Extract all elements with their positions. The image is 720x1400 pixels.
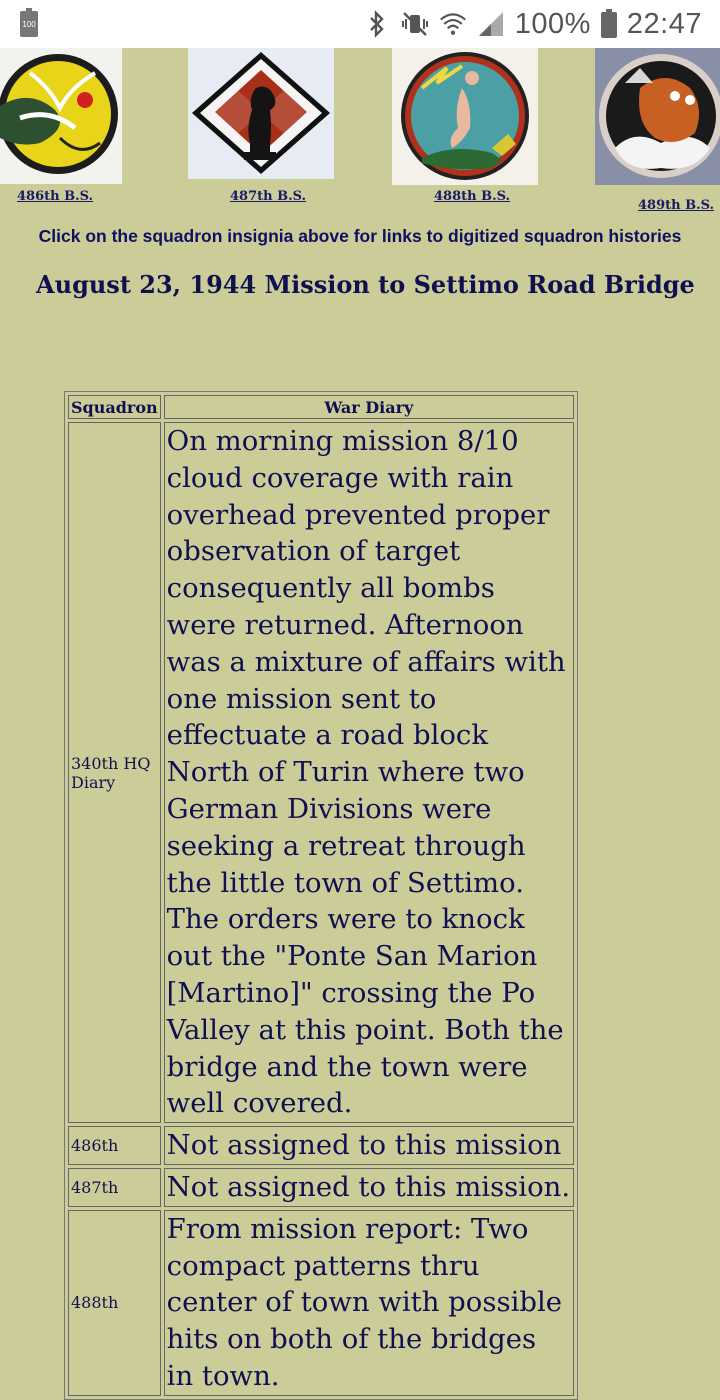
page-title: August 23, 1944 Mission to Settimo Road Bridge: [36, 270, 695, 299]
squadron-cell: 486th: [68, 1126, 161, 1165]
489th-squadron-insignia-icon[interactable]: [595, 48, 720, 185]
clock-time: 22:47: [626, 7, 702, 40]
table-row: [68, 422, 574, 1123]
bluetooth-icon: [363, 10, 391, 38]
486th-squadron-insignia-icon[interactable]: [0, 48, 122, 184]
table-row: [68, 1126, 574, 1165]
vibrate-mute-icon: [401, 10, 429, 38]
table-row: [68, 1168, 574, 1207]
diary-cell: Not assigned to this mission: [164, 1126, 574, 1165]
diary-cell: Not assigned to this mission.: [164, 1168, 574, 1207]
cell-signal-icon: [477, 10, 505, 38]
battery-saver-icon: [20, 11, 38, 37]
column-header-war-diary: War Diary: [164, 395, 574, 419]
diary-cell: On morning mission 8/10 cloud coverage with rain overhead prevented proper observation of target consequently all bombs were returned. Afternoon was a mixture of affairs with one mission sent to effectuate a road block North of Turin where two German Divisions were seeking a retreat through the little town of Settimo. The orders were to knock out the "Ponte San Marion [Martino]" crossing the Po Valley at this point. Both the bridge and the town were well covered.: [164, 422, 574, 1123]
insignia-486th[interactable]: [0, 48, 122, 184]
battery-icon: [601, 12, 617, 38]
wifi-icon: [439, 10, 467, 38]
insignia-link-488th[interactable]: 488th B.S.: [434, 189, 511, 204]
insignia-488th[interactable]: [392, 48, 538, 185]
table-row: [68, 1210, 574, 1396]
status-bar: [0, 0, 720, 48]
diary-cell: From mission report: Two compact patterns thru center of town with possible hits on both of the bridges in town.: [164, 1210, 574, 1396]
squadron-cell: 487th: [68, 1168, 161, 1207]
battery-small-label: 100: [22, 19, 36, 29]
insignia-489th[interactable]: [595, 48, 720, 185]
insignia-link-489th[interactable]: 489th B.S.: [638, 198, 715, 213]
column-header-squadron: Squadron: [68, 395, 161, 419]
487th-squadron-insignia-icon[interactable]: [188, 48, 334, 179]
battery-percent: 100%: [514, 7, 591, 40]
squadron-cell: 340th HQ Diary: [68, 422, 161, 1123]
488th-squadron-insignia-icon[interactable]: [392, 48, 538, 185]
insignia-instructions: Click on the squadron insignia above for links to digitized squadron histories: [38, 226, 682, 246]
table-header-row: [68, 395, 574, 419]
insignia-link-487th[interactable]: 487th B.S.: [230, 189, 307, 204]
insignia-487th[interactable]: [188, 48, 334, 179]
squadron-cell: 488th: [68, 1210, 161, 1396]
war-diary-table: [64, 391, 578, 1400]
insignia-link-486th[interactable]: 486th B.S.: [17, 189, 94, 204]
